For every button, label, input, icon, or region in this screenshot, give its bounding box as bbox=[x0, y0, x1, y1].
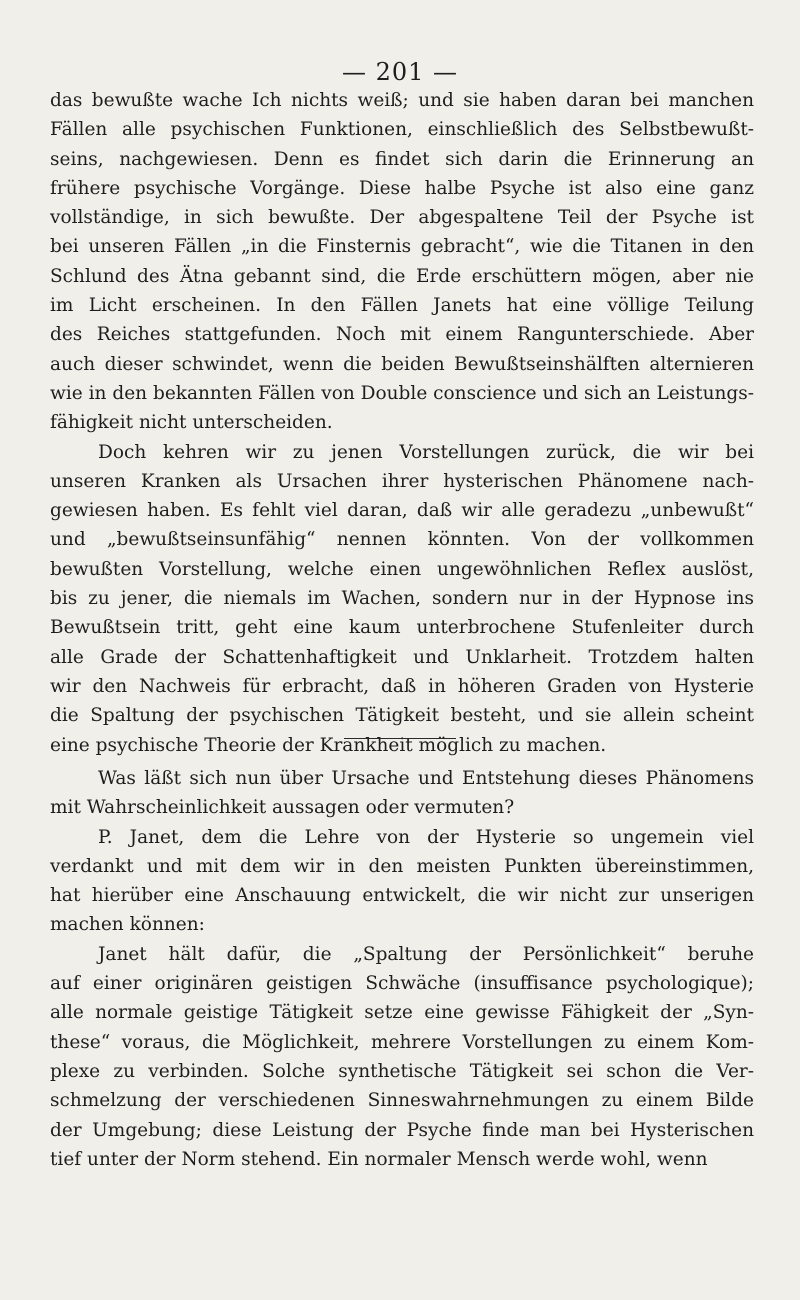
text-line: bewußten Vorstellung, welche einen ungewöhnlichen Reflex auslöst, bbox=[50, 558, 754, 580]
text-block-bottom bbox=[50, 764, 754, 1174]
text-line: das bewußte wache Ich nichts weiß; und sie haben daran bei manchen bbox=[50, 90, 754, 111]
text-line: im Licht erscheinen. In den Fällen Janets hat eine völlige Teilung bbox=[50, 295, 754, 317]
text-line: machen können: bbox=[50, 914, 205, 936]
text-line: und „bewußtseinsunfähig“ nennen könnten. Von der vollkommen bbox=[50, 529, 754, 551]
text-line: Bewußtsein tritt, geht eine kaum unterbrochene Stufenleiter durch bbox=[50, 617, 754, 639]
text-line: seins, nachgewiesen. Denn es findet sich darin die Erinnerung an bbox=[50, 148, 754, 170]
text-line: Janet hält dafür, die „Spaltung der Persönlichkeit“ beruhe bbox=[98, 943, 754, 965]
text-line: auch dieser schwindet, wenn die beiden Bewußtseinshälften alternieren bbox=[50, 353, 754, 375]
text-block-top bbox=[50, 86, 754, 760]
paragraph bbox=[50, 86, 754, 438]
text-line: die Spaltung der psychischen Tätigkeit besteht, und sie allein scheint bbox=[50, 705, 754, 727]
paragraph bbox=[50, 438, 754, 760]
page-number: — 201 — bbox=[341, 58, 459, 86]
text-line: frühere psychische Vorgänge. Diese halbe Psyche ist also eine ganz bbox=[50, 177, 754, 199]
text-line: vollständige, in sich bewußte. Der abgespaltene Teil der Psyche ist bbox=[50, 207, 754, 229]
text-line: alle Grade der Schattenhaftigkeit und Unklarheit. Trotzdem halten bbox=[50, 646, 754, 668]
section-divider bbox=[344, 738, 456, 739]
text-line: mit Wahrscheinlichkeit aussagen oder vermuten? bbox=[50, 797, 515, 819]
text-line: wie in den bekannten Fällen von Double conscience und sich an Leistungs- bbox=[50, 382, 754, 404]
text-line: auf einer originären geistigen Schwäche (insuffisance psychologique); bbox=[50, 973, 754, 995]
text-line: Was läßt sich nun über Ursache und Entstehung dieses Phänomens bbox=[98, 768, 754, 789]
paragraph bbox=[50, 940, 754, 1174]
text-line: Fällen alle psychischen Funktionen, einschließlich des Selbstbewußt- bbox=[50, 119, 754, 141]
text-line: des Reiches stattgefunden. Noch mit einem Rangunterschiede. Aber bbox=[50, 324, 754, 346]
text-line: hat hierüber eine Anschauung entwickelt, die wir nicht zur unserigen bbox=[50, 885, 754, 907]
text-line: wir den Nachweis für erbracht, daß in höheren Graden von Hysterie bbox=[50, 675, 754, 697]
text-line: verdankt und mit dem wir in den meisten Punkten übereinstimmen, bbox=[50, 855, 754, 877]
paragraph bbox=[50, 764, 754, 823]
text-line: der Umgebung; diese Leistung der Psyche finde man bei Hysterischen bbox=[50, 1119, 754, 1141]
text-line: schmelzung der verschiedenen Sinneswahrnehmungen zu einem Bilde bbox=[50, 1090, 754, 1112]
text-line: Schlund des Ätna gebannt sind, die Erde erschüttern mögen, aber nie bbox=[50, 265, 754, 287]
text-line: tief unter der Norm stehend. Ein normaler Mensch werde wohl, wenn bbox=[50, 1148, 708, 1170]
text-line: fähigkeit nicht unterscheiden. bbox=[50, 412, 333, 434]
paragraph bbox=[50, 823, 754, 940]
text-line: alle normale geistige Tätigkeit setze eine gewisse Fähigkeit der „Syn- bbox=[50, 1002, 754, 1024]
text-line: Doch kehren wir zu jenen Vorstellungen zurück, die wir bei bbox=[98, 441, 754, 463]
text-line: bei unseren Fällen „in die Finsternis gebracht“, wie die Titanen in den bbox=[50, 236, 754, 258]
text-line: these“ voraus, die Möglichkeit, mehrere Vorstellungen zu einem Kom- bbox=[50, 1031, 754, 1053]
text-line: eine psychische Theorie der Krankheit möglich zu machen. bbox=[50, 734, 607, 756]
text-line: plexe zu verbinden. Solche synthetische Tätigkeit sei schon die Ver- bbox=[50, 1060, 754, 1082]
text-line: unseren Kranken als Ursachen ihrer hysterischen Phänomene nach- bbox=[50, 470, 754, 492]
text-line: P. Janet, dem die Lehre von der Hysterie so ungemein viel bbox=[98, 826, 754, 848]
text-line: bis zu jener, die niemals im Wachen, sondern nur in der Hypnose ins bbox=[50, 588, 754, 610]
text-line: gewiesen haben. Es fehlt viel daran, daß wir alle geradezu „unbewußt“ bbox=[50, 500, 754, 522]
